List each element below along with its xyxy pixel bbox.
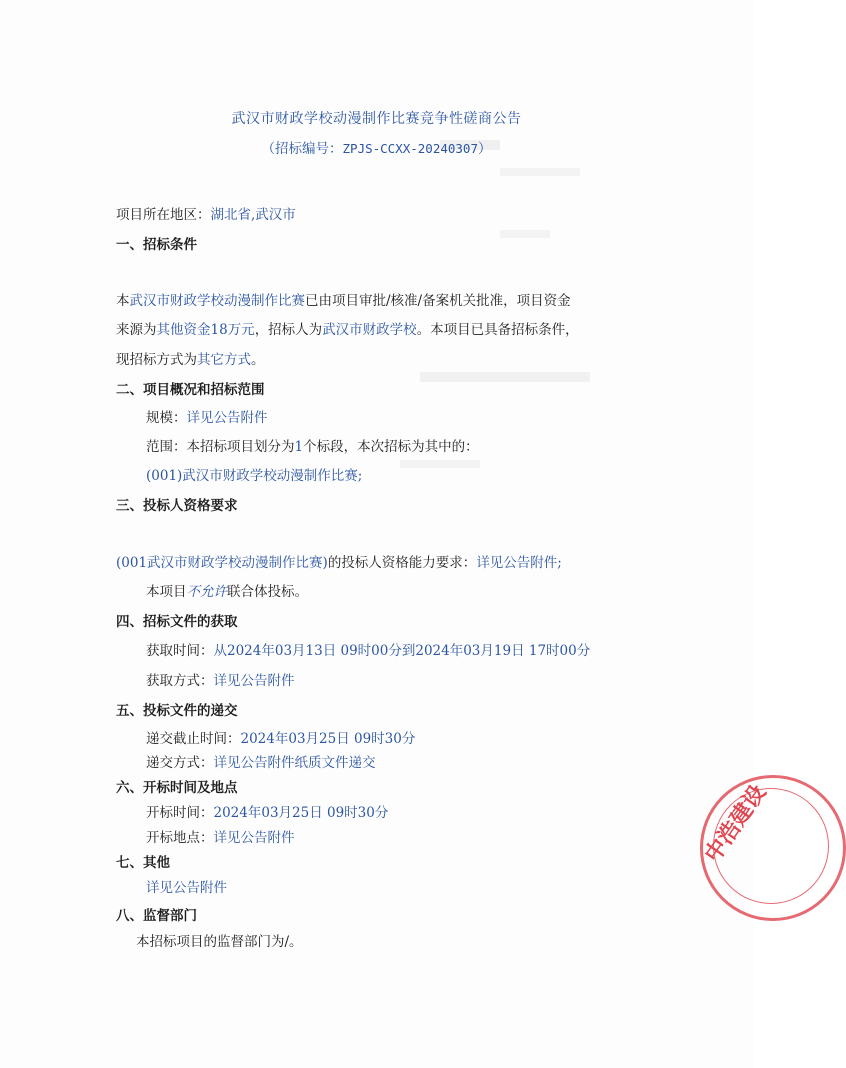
bleed-through-mark [400, 460, 480, 468]
section7-heading: 七、其他 [116, 855, 170, 871]
supervision-text: 本招标项目的监督部门为/。 [136, 934, 303, 950]
text-span: 。本项目已具备招标条件， [416, 322, 579, 338]
lot-line: (001)武汉市财政学校动漫制作比赛; [146, 468, 363, 484]
region-line [116, 206, 296, 224]
section1-paragraph-line1 [116, 292, 571, 310]
bid-number-line [0, 137, 753, 157]
text-span: 本项目 [146, 584, 187, 600]
bid-number-close: ） [477, 141, 492, 157]
open-place-line [146, 829, 295, 847]
submit-method-value: 详见公告附件纸质文件递交 [213, 755, 376, 771]
section2-heading: 二、项目概况和招标范围 [116, 382, 265, 398]
region-value: 湖北省,武汉市 [210, 207, 296, 223]
open-place-label: 开标地点： [146, 830, 214, 846]
document-title: 武汉市财政学校动漫制作比赛竞争性磋商公告 [231, 111, 522, 127]
bid-number-open: （招标编号： [261, 141, 343, 157]
scope-count: 1 [294, 439, 304, 455]
open-place-value: 详见公告附件 [213, 830, 295, 846]
open-time-line [146, 804, 388, 822]
qualification-lot: (001武汉市财政学校动漫制作比赛) [116, 555, 328, 571]
acquire-method-label: 获取方式： [146, 673, 214, 689]
qualification-line [116, 554, 562, 572]
open-time-label: 开标时间： [146, 805, 214, 821]
qualification-text: 的投标人资格能力要求： [327, 555, 477, 571]
seal-text: 中浩建设 [699, 780, 772, 868]
tenderer-name: 武汉市财政学校 [322, 322, 417, 338]
text-span: 联合体投标。 [227, 584, 308, 600]
text-span: 来源为 [116, 322, 157, 338]
text-span: 本 [116, 293, 130, 309]
section6-heading: 六、开标时间及地点 [116, 780, 238, 796]
joint-bid-line [146, 583, 308, 601]
text-span: 现招标方式为 [116, 352, 197, 368]
scale-label: 规模： [146, 410, 187, 426]
submit-method-line [146, 754, 376, 772]
qualification-value: 详见公告附件; [476, 555, 562, 571]
acquire-time-line [146, 642, 590, 660]
region-label: 项目所在地区： [116, 207, 211, 223]
scale-line [146, 409, 268, 427]
other-value: 详见公告附件 [146, 880, 227, 896]
project-name: 武汉市财政学校动漫制作比赛 [129, 293, 305, 309]
section3-heading: 三、投标人资格要求 [116, 498, 238, 514]
text-span: 已由项目审批/核准/备案机关批准，项目资金 [305, 293, 571, 309]
text-span: ，招标人为 [254, 322, 323, 338]
section8-heading: 八、监督部门 [116, 908, 197, 924]
submit-deadline-value: 2024年03月25日 09时30分 [240, 731, 416, 747]
section1-heading: 一、招标条件 [116, 237, 197, 253]
open-time-value: 2024年03月25日 09时30分 [213, 805, 389, 821]
tender-method: 其它方式 [197, 352, 251, 368]
acquire-method-line [146, 672, 295, 690]
scope-rest: 个标段，本次招标为其中的： [303, 439, 479, 455]
submit-deadline-label: 递交截止时间： [146, 731, 241, 747]
text-span: 。 [251, 352, 265, 368]
bleed-through-mark [500, 168, 580, 176]
submit-method-label: 递交方式： [146, 755, 214, 771]
scale-value: 详见公告附件 [186, 410, 268, 426]
acquire-time-label: 获取时间： [146, 643, 214, 659]
scope-label: 范围：本招标项目划分为 [146, 439, 295, 455]
bid-number: ZPJS-CCXX-20240307 [342, 141, 478, 156]
section1-paragraph-line2 [116, 321, 579, 339]
bleed-through-mark [420, 372, 590, 382]
acquire-time-value: 从2024年03月13日 09时00分到2024年03月19日 17时00分 [213, 643, 591, 659]
acquire-method-value: 详见公告附件 [213, 673, 295, 689]
section5-heading: 五、投标文件的递交 [116, 703, 238, 719]
section1-paragraph-line3 [116, 351, 265, 369]
submit-deadline-line [146, 730, 415, 748]
scope-line [146, 438, 479, 456]
section4-heading: 四、招标文件的获取 [116, 614, 238, 630]
bleed-through-mark [500, 230, 550, 238]
fund-source: 其他资金18万元 [156, 322, 255, 338]
joint-bid-value: 不允许 [186, 584, 227, 600]
